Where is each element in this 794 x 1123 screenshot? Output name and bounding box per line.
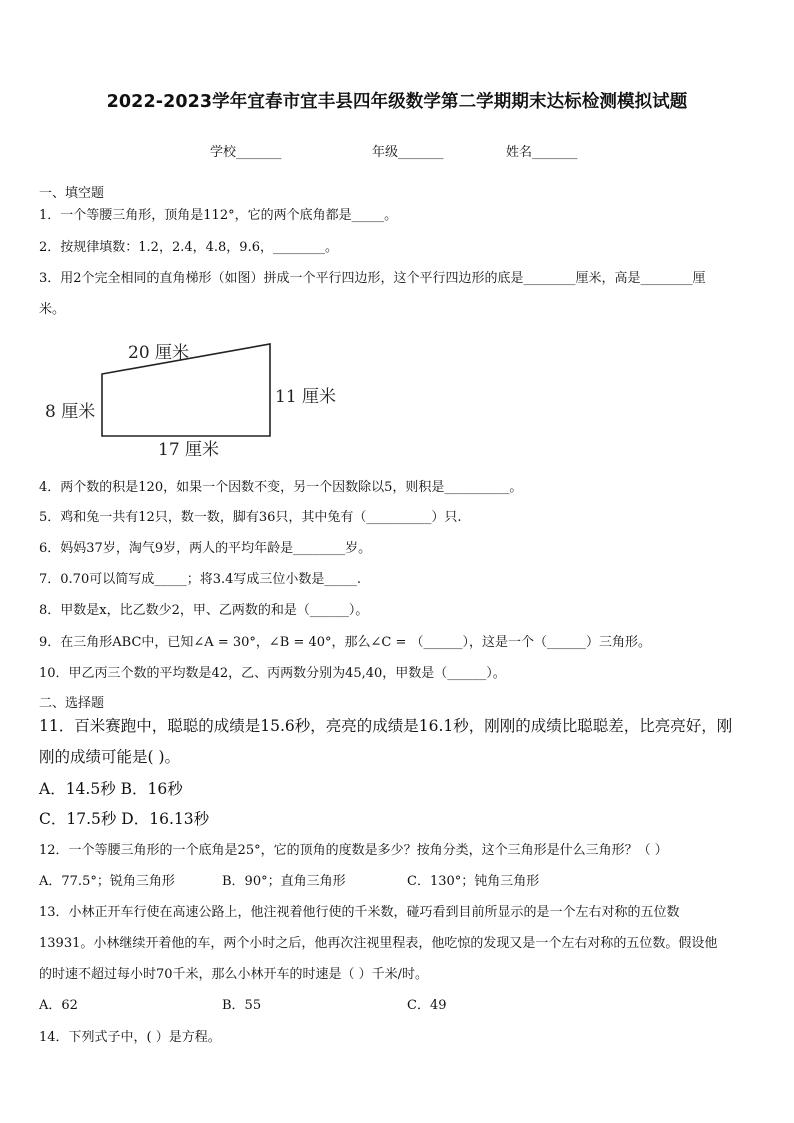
question-12-option-c: C．130°；钝角三角形 (407, 874, 540, 889)
school-field: 学校_______ (210, 145, 282, 160)
question-13-option-c: C．49 (407, 998, 447, 1013)
trapezoid-right-label: 11 厘米 (275, 387, 337, 407)
trapezoid-bottom-label: 17 厘米 (158, 440, 220, 460)
trapezoid-figure (40, 336, 350, 466)
section-heading-fill-in: 一、填空题 (39, 186, 105, 201)
question-12-option-a: A．77.5°；锐角三角形 (39, 874, 175, 889)
page-title: 2022-2023学年宜春市宜丰县四年级数学第二学期期末达标检测模拟试题 (106, 92, 688, 112)
question-12: 12．一个等腰三角形的一个底角是25°，它的顶角的度数是多少？按角分类，这个三角形是什么三角形？（ ） (39, 843, 668, 858)
question-13-option-a: A．62 (39, 998, 78, 1013)
trapezoid-left-label: 8 厘米 (45, 402, 96, 422)
trapezoid-top-label: 20 厘米 (128, 343, 190, 363)
question-14: 14．下列式子中，( ）是方程。 (39, 1030, 221, 1045)
question-12-option-b: B．90°；直角三角形 (222, 874, 346, 889)
grade-field: 年级_______ (372, 145, 444, 160)
question-8: 8．甲数是x，比乙数少2，甲、乙两数的和是（______）。 (39, 603, 369, 618)
question-5: 5．鸡和兔一共有12只，数一数，脚有36只，其中兔有（__________）只. (39, 510, 462, 525)
question-13-option-b: B．55 (222, 998, 262, 1013)
question-3-line-2: 米。 (39, 302, 66, 317)
question-11-line-1: 11．百米赛跑中，聪聪的成绩是15.6秒，亮亮的成绩是16.1秒，刚刚的成绩比聪聪差，比亮亮好，刚 (39, 717, 733, 735)
question-11-line-2: 刚的成绩可能是( )。 (39, 748, 181, 766)
question-11-options-ab: A．14.5秒 B．16秒 (39, 780, 183, 798)
question-11-options-cd: C．17.5秒 D．16.13秒 (39, 810, 210, 828)
question-13-line-1: 13．小林正开车行使在高速公路上，他注视着他行使的千米数，碰巧看到目前所显示的是一个左右对称的五位数 (39, 905, 680, 920)
question-6: 6．妈妈37岁，淘气9岁，两人的平均年龄是________岁。 (39, 541, 372, 556)
question-1: 1．一个等腰三角形，顶角是112°，它的两个底角都是_____。 (39, 208, 398, 223)
name-field: 姓名_______ (506, 145, 578, 160)
question-2: 2．按规律填数：1.2，2.4，4.8，9.6，________。 (39, 240, 338, 255)
question-4: 4．两个数的积是120，如果一个因数不变，另一个因数除以5，则积是__________。 (39, 480, 523, 495)
question-13-line-2: 13931。小林继续开着他的车，两个小时之后，他再次注视里程表，他吃惊的发现又是一个左右对称的五位数。假设他 (39, 936, 718, 951)
section-heading-multiple-choice: 二、选择题 (39, 696, 105, 711)
question-7: 7．0.70可以简写成_____；将3.4写成三位小数是_____. (39, 572, 362, 587)
question-10: 10．甲乙丙三个数的平均数是42，乙、丙两数分别为45,40，甲数是（______）。 (39, 666, 506, 681)
question-3-line-1: 3．用2个完全相同的直角梯形（如图）拼成一个平行四边形，这个平行四边形的底是________厘米，高是________厘 (39, 271, 706, 286)
question-9: 9．在三角形ABC中，已知∠A = 30°，∠B = 40°，那么∠C = （______），这是一个（______）三角形。 (39, 635, 652, 650)
question-13-line-3: 的时速不超过每小时70千米，那么小林开车的时速是（ ）千米/时。 (39, 967, 429, 982)
